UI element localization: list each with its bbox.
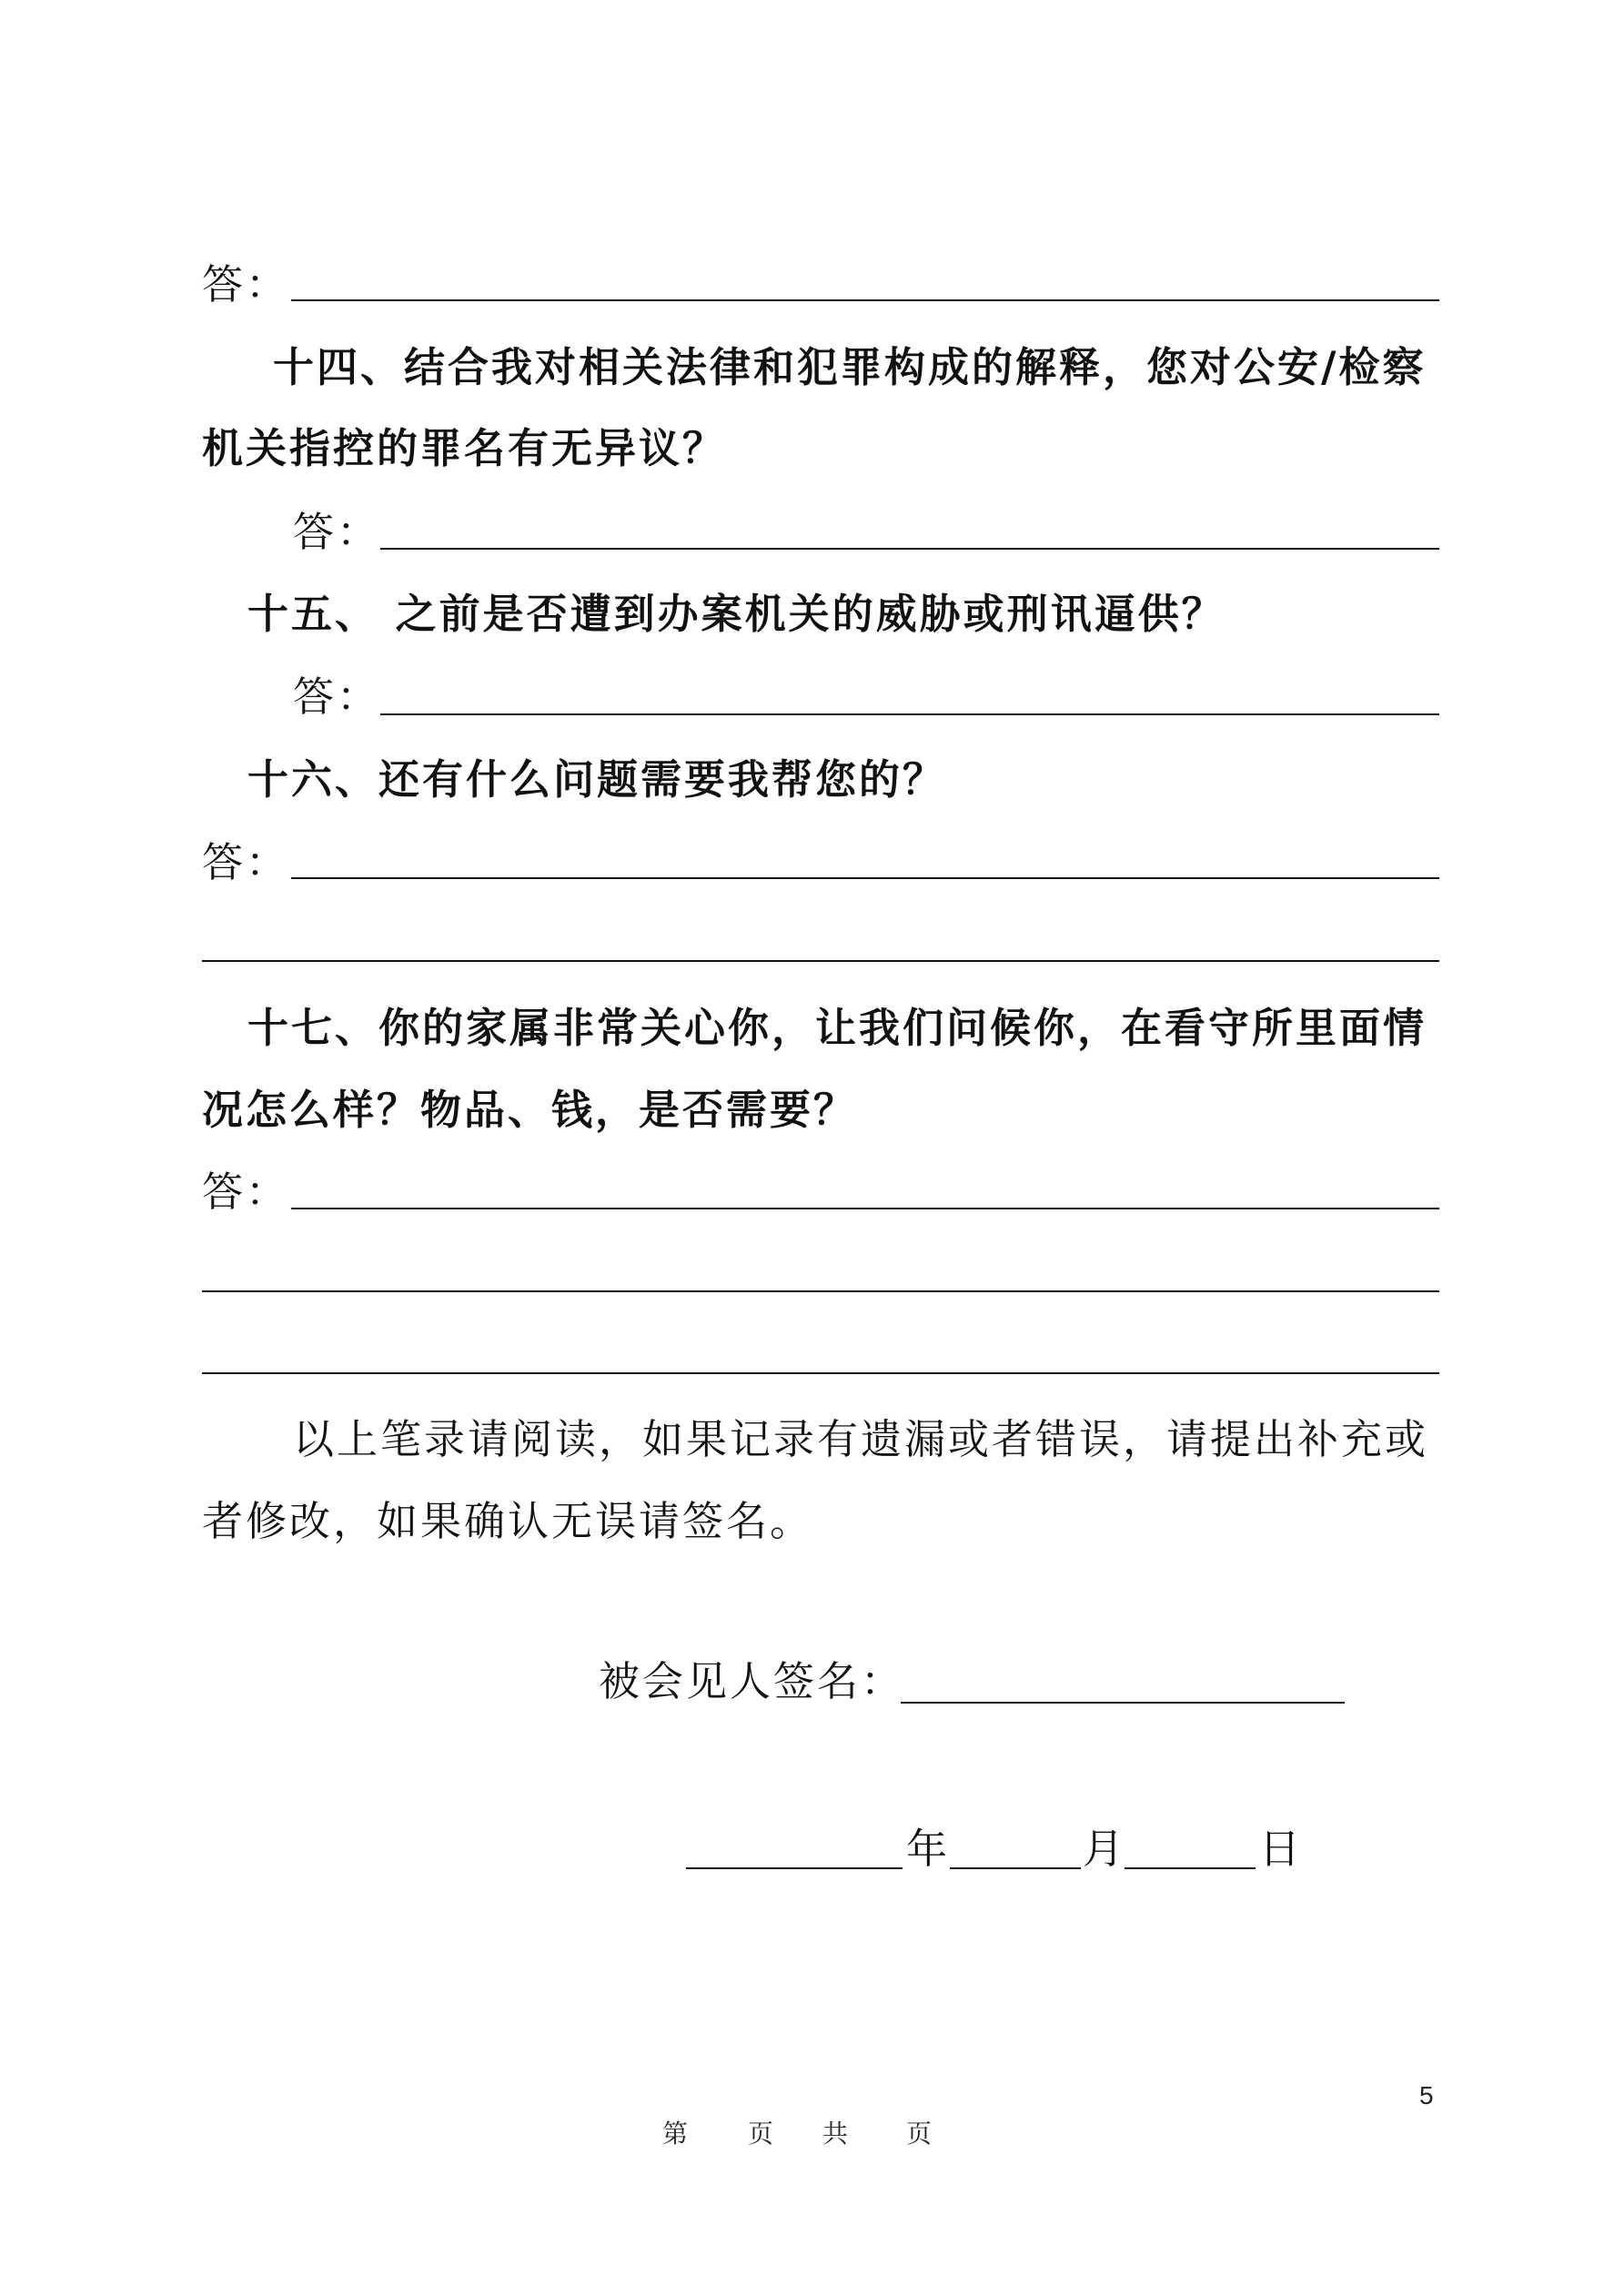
question-17-line2: 况怎么样？物品、钱，是否需要？ [202, 1086, 858, 1134]
date-month-line[interactable] [950, 1867, 1081, 1869]
answer-line[interactable] [291, 1208, 1439, 1209]
date-day-line[interactable] [1125, 1867, 1256, 1869]
page-number: 5 [1419, 2081, 1434, 2109]
answer-line[interactable] [202, 1290, 1439, 1292]
footer-di: 第 [662, 2119, 689, 2149]
answer-label: 答： [293, 673, 381, 721]
date-day-label: 日 [1259, 1825, 1304, 1873]
answer-label: 答： [202, 838, 290, 886]
answer-line[interactable] [202, 960, 1439, 962]
answer-line[interactable] [380, 548, 1439, 550]
closing-line2: 者修改，如果确认无误请签名。 [202, 1497, 814, 1545]
closing-line1: 以上笔录请阅读，如果记录有遗漏或者错误，请提出补充或 [293, 1415, 1429, 1463]
answer-label: 答： [293, 508, 381, 556]
question-15: 十五、 之前是否遭到办案机关的威胁或刑讯逼供？ [247, 590, 1226, 638]
answer-label: 答： [202, 1168, 290, 1216]
footer-gong: 共 [822, 2119, 849, 2149]
question-17-line1: 十七、你的家属非常关心你，让我们问候你，在看守所里面情 [247, 1004, 1427, 1052]
footer-ye2: 页 [906, 2119, 933, 2149]
signature-label: 被会见人签名： [599, 1657, 905, 1705]
date-year-label: 年 [906, 1825, 951, 1873]
signature-line[interactable] [901, 1702, 1345, 1704]
question-14-line1: 十四、结合我对相关法律和犯罪构成的解释，您对公安/检察 [273, 343, 1427, 391]
date-month-label: 月 [1083, 1825, 1127, 1873]
answer-label: 答： [202, 260, 290, 308]
answer-line[interactable] [291, 299, 1439, 301]
answer-line[interactable] [380, 713, 1439, 715]
question-16: 十六、还有什么问题需要我帮您的？ [247, 755, 947, 804]
date-year-line[interactable] [686, 1867, 903, 1869]
footer-ye1: 页 [748, 2119, 774, 2149]
question-14-line2: 机关指控的罪名有无异议？ [202, 424, 727, 472]
answer-line[interactable] [202, 1372, 1439, 1374]
answer-line[interactable] [291, 877, 1439, 879]
